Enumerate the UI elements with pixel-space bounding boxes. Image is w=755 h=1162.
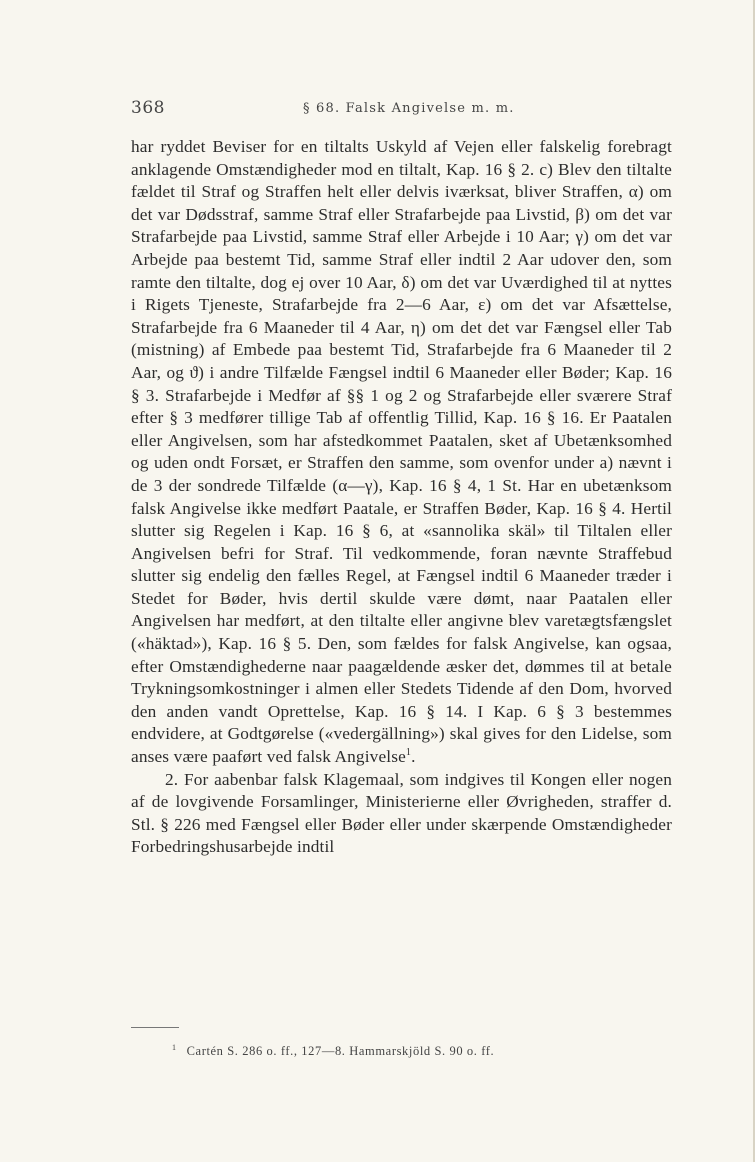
footnote-divider — [131, 1027, 179, 1028]
paragraph-1-end: . — [411, 747, 416, 767]
body-text — [131, 136, 672, 859]
paragraph-1 — [131, 136, 672, 769]
footnote-reference: 1 — [405, 747, 412, 759]
paragraph-2: 2. For aabenbar falsk Klagemaal, som indgives til Kongen eller nogen af de lovgivende Forsamlinger, Ministerierne eller Øvrigheden, straffer d. Stl. § 226 med Fængsel eller Bøder eller under skærpende Omstændigheder Forbedringshusarbejde indtil — [131, 769, 672, 857]
page-number: 368 — [131, 98, 165, 118]
footnote — [172, 1043, 672, 1059]
page-header — [131, 98, 671, 120]
paragraph-1-text: har ryddet Beviser for en tiltalts Uskyld af Vejen eller falskelig forebragt anklagende Omstændigheder mod en tiltalt, Kap. 16 § 2. c) Blev den tiltalte fældet til Straf og Straffen helt eller delvis iværksat, bliver Straffen, α) om det var Dødsstraf, samme Straf eller Strafarbejde paa Livstid, β) om det var Strafarbejde paa Livstid, samme Straf eller Arbejde i 10 Aar; γ) om det var Arbejde paa bestemt Tid, samme Straf eller indtil 2 Aar udover den, som ramte den tiltalte, dog ej over 10 Aar, δ) om det var Uværdighed til at nyttes i Rigets Tjeneste, Strafarbejde fra 2—6 Aar, ε) om det var Afsættelse, Strafarbejde fra 6 Maaneder til 4 Aar, η) om det det var Fængsel eller Tab (mistning) af Embede paa bestemt Tid, Strafarbejde fra 6 Maaneder til 2 Aar, og ϑ) i andre Tilfælde Fængsel indtil 6 Maaneder eller Bøder; Kap. 16 § 3. Strafarbejde i Medfør af §§ 1 og 2 og Strafarbejde eller sværere Straf efter § 3 medfører tillige Tab af offentlig Tillid, Kap. 16 § 16. Er Paatalen eller Angivelsen, som har afstedkommet Paatalen, sket af Ubetænksomhed og uden ondt Forsæt, er Straffen den samme, som ovenfor under a) nævnt i de 3 der sondrede Tilfælde (α—γ), Kap. 16 § 4, 1 St. Har en ubetænksom falsk Angivelse ikke medført Paatale, er Straffen Bøder, Kap. 16 § 4. Hertil slutter sig Regelen i Kap. 16 § 6, at «sannolika skäl» til Tiltalen eller Angivelsen befri for Straf. Til vedkommende, foran nævnte Straffebud slutter sig endelig den fælles Regel, at Fængsel indtil 6 Maaneder træder i Stedet for Bøder, hvis dertil skulde være dømt, naar Paatalen eller Angivelsen har medført, at den tiltalte eller angivne blev varetægtsfængslet («häktad»), Kap. 16 § 5. Den, som fældes for falsk Angivelse, kan ogsaa, efter Omstændighederne naar paagældende æsker det, dømmes til at betale Trykningsomkostninger i almen eller Stedets Tidende af den Dom, hvorved den anden vandt Oprettelse, Kap. 16 § 14. I Kap. 6 § 3 bestemmes endvidere, at Godtgørelse («vedergällning») skal gives for den Lidelse, som anses være paaført ved falsk Angivelse — [131, 137, 672, 767]
footnote-mark: 1 — [172, 1043, 177, 1052]
running-head: § 68. Falsk Angivelse m. m. — [303, 101, 515, 116]
footnote-text: Cartén S. 286 o. ff., 127—8. Hammarskjöld S. 90 o. ff. — [186, 1044, 495, 1059]
